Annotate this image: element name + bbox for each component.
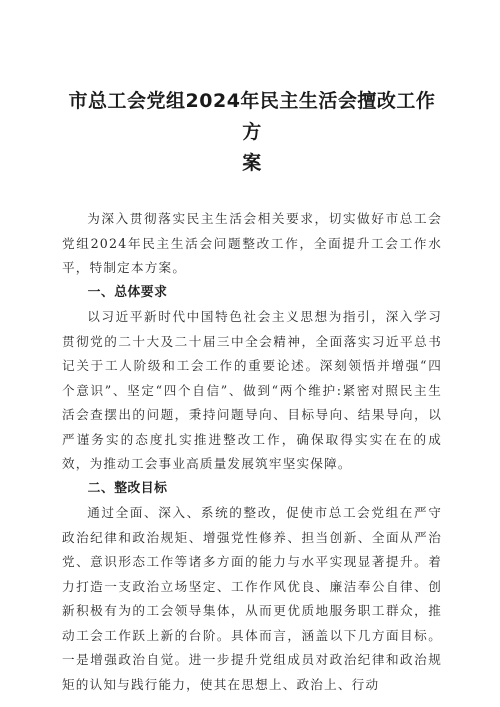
intro-paragraph: 为深入贯彻落实民主生活会相关要求，切实做好市总工会党组2024年民主生活会问题整改工作，全面提升工会工作水平，特制定本方案。 [62,211,442,275]
section-body-general-requirements: 以习近平新时代中国特色社会主义思想为指引，深入学习贯彻党的二十大及二十届三中全会精神，全面落实习近平总书记关于工人阶级和工会工作的重要论述。深刻领悟并增强“四个意识”、坚定“四个自信”、做到“两个维护:紧密对照民主生活会查摆出的问题，秉持问题导向、目标导向、结果导向，以严谨务实的态度扎实推进整改工作，确保取得实实在在的成效，为推动工会事业高质量发展筑牢坚实保障。 [62,309,442,471]
document-title [62,86,442,179]
section-body-rectification-goals: 通过全面、深入、系统的整改，促使市总工会党组在严守政治纪律和政治规矩、增强党性修养、担当创新、全面从严治党、意识形态工作等诸多方面的能力与水平实现显著提升。着力打造一支政治立场坚定、工作作风优良、廉洁奉公自律、创新积极有为的工会领导集体，从而更优质地服务职工群众，推动工会工作跃上新的台阶。具体而言，涵盖以下几方面目标。一是增强政治自觉。进一步提升党组成员对政治纪律和政治规矩的认知与践行能力，使其在思想上、政治上、行动 [62,505,442,692]
title-line-2: 案 [242,152,262,174]
title-line-1: 市总工会党组2024年民主生活会擅改工作方 [68,90,436,143]
section-heading-rectification-goals: 二、整改目标 [87,480,168,496]
section-heading-general-requirements: 一、总体要求 [87,284,168,300]
